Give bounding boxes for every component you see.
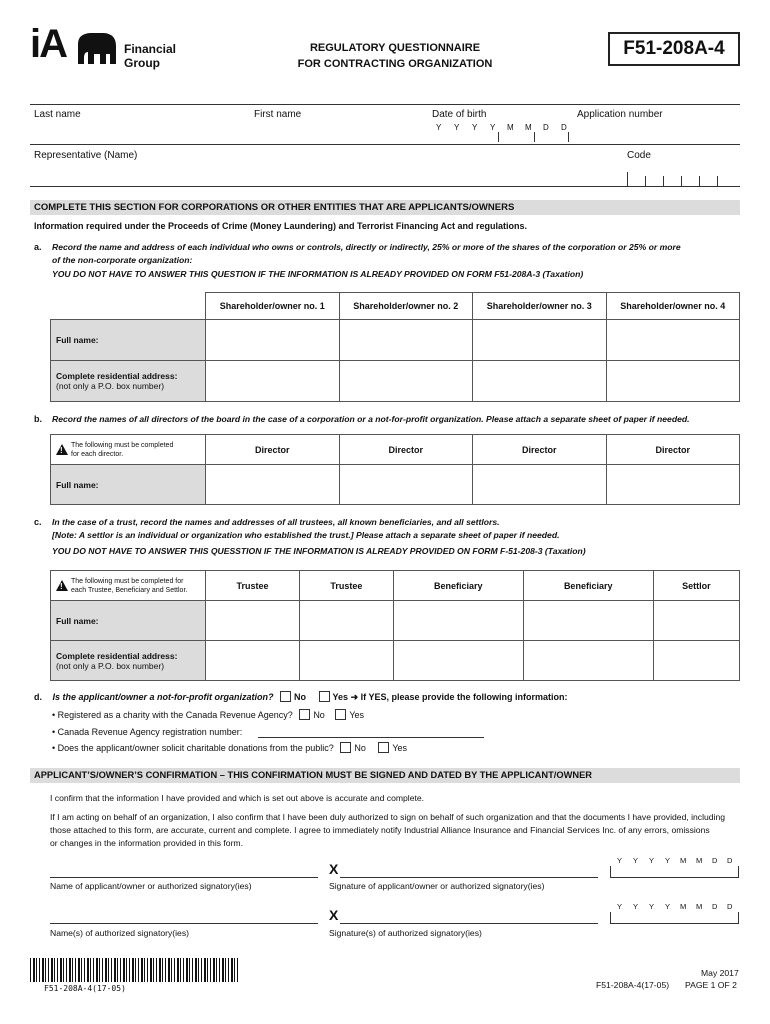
footer-page: PAGE 1 OF 2: [685, 980, 737, 990]
applicant-signature-input[interactable]: [340, 877, 598, 878]
question-a-line3: YOU DO NOT HAVE TO ANSWER THIS QUESTION IF THE INFORMATION IS ALREADY PROVIDED ON FORM F51-208A-3 (Taxation): [52, 269, 584, 279]
confirmation-heading: APPLICANT’S/OWNER’S CONFIRMATION – THIS CONFIRMATION MUST BE SIGNED AND DATED BY THE APPLICANT/OWNER: [34, 770, 592, 780]
warning-cell: ! The following must be completed for each Trustee, Beneficiary and Settlor.: [51, 571, 206, 601]
input-cell[interactable]: [653, 601, 739, 641]
input-cell[interactable]: [206, 465, 340, 505]
form-number-box: [608, 32, 740, 66]
input-cell[interactable]: [206, 361, 340, 402]
cra-number-input[interactable]: [258, 737, 484, 738]
question-c-line3: YOU DO NOT HAVE TO ANSWER THIS QUESSTION IF THE INFORMATION IS ALREADY PROVIDED ON FORM F-51-208-3 (Taxation): [52, 546, 586, 556]
column-header: Beneficiary: [393, 571, 523, 601]
logo-group: Group: [124, 56, 160, 70]
row-label-address: Complete residential address: (not only a P.O. box number): [51, 361, 206, 402]
elephant-icon: [74, 30, 118, 68]
column-header: Shareholder/owner no. 2: [339, 293, 473, 320]
footer-form-code: F51-208A-4(17-05): [596, 980, 670, 990]
x-mark: X: [329, 861, 339, 877]
last-name-label: Last name: [34, 109, 81, 120]
section-heading: COMPLETE THIS SECTION FOR CORPORATIONS OR OTHER ENTITIES THAT ARE APPLICANTS/OWNERS: [34, 202, 515, 213]
signature-date-2[interactable]: Y Y Y Y M M D D: [608, 902, 740, 924]
warning-cell: ! The following must be completed for each director.: [51, 435, 206, 465]
code-label: Code: [627, 150, 651, 161]
nfp-no-checkbox[interactable]: [280, 691, 291, 702]
input-cell[interactable]: [299, 641, 393, 681]
row-label-full-name: Full name:: [51, 320, 206, 361]
input-cell[interactable]: [339, 465, 473, 505]
input-cell[interactable]: [206, 601, 300, 641]
question-c-line2: [Note: A settlor is an individual or organization who established the trust.] Please attach a separate sheet of paper if needed.: [52, 530, 560, 540]
footer-date: May 2017: [701, 968, 739, 978]
input-cell[interactable]: [339, 320, 473, 361]
question-c-letter: c.: [34, 517, 42, 527]
question-a-letter: a.: [34, 242, 42, 252]
question-d-text: Is the applicant/owner a not-for-profit organization?: [52, 692, 274, 702]
company-logo: [30, 22, 190, 74]
donations-yes-checkbox[interactable]: [378, 742, 389, 753]
column-header: Shareholder/owner no. 4: [606, 293, 740, 320]
form-title: [265, 40, 525, 72]
signatories-name-input[interactable]: [50, 923, 318, 924]
column-header: Shareholder/owner no. 1: [206, 293, 340, 320]
row-label-full-name: Full name:: [51, 465, 206, 505]
shareholders-table: [50, 292, 740, 402]
warning-icon: [56, 580, 68, 591]
column-header: Director: [339, 435, 473, 465]
section-info: Information required under the Proceeds of Crime (Money Laundering) and Terrorist Financing Act and regulations.: [34, 221, 528, 231]
input-cell[interactable]: [206, 641, 300, 681]
dob-letter: D: [543, 123, 549, 132]
dob-letter: Y: [436, 123, 442, 132]
signature-date-1[interactable]: Y Y Y Y M M D D: [608, 856, 740, 878]
input-cell[interactable]: [339, 361, 473, 402]
column-header: Trustee: [299, 571, 393, 601]
dob-letter: Y: [472, 123, 478, 132]
form-title-line2: FOR CONTRACTING ORGANIZATION: [297, 58, 493, 70]
code-field[interactable]: [627, 172, 737, 186]
first-name-label: First name: [254, 109, 302, 120]
input-cell[interactable]: [606, 320, 740, 361]
column-header: Director: [206, 435, 340, 465]
donations-no-checkbox[interactable]: [340, 742, 351, 753]
logo-ia: iA: [30, 22, 66, 66]
input-cell[interactable]: [523, 601, 653, 641]
barcode-text: F51-208A-4(17-05): [44, 984, 126, 993]
application-number-label: Application number: [577, 109, 663, 120]
input-cell[interactable]: [206, 320, 340, 361]
question-d: d. Is the applicant/owner a not-for-profit organization? No Yes ➜ If YES, please provide the following information:: [34, 692, 568, 702]
applicant-name-input[interactable]: [50, 877, 318, 878]
charity-yes-checkbox[interactable]: [335, 709, 346, 720]
row-label-full-name: Full name:: [51, 601, 206, 641]
nfp-yes-checkbox[interactable]: [319, 691, 330, 702]
trust-table: [50, 570, 740, 681]
dob-letter: M: [525, 123, 532, 132]
barcode: [30, 958, 240, 982]
question-b-letter: b.: [34, 414, 42, 424]
input-cell[interactable]: [473, 320, 607, 361]
dob-letter: Y: [490, 123, 496, 132]
dob-letter: D: [561, 123, 567, 132]
question-a-line2: of the non-corporate organization:: [52, 255, 193, 265]
question-d-letter: d.: [34, 692, 42, 702]
dob-label: Date of birth: [432, 109, 487, 120]
input-cell[interactable]: [473, 465, 607, 505]
warning-icon: [56, 444, 68, 455]
question-b-line1: Record the names of all directors of the board in the case of a corporation or a not-for-profit organization. Please attach a separate sheet of paper if needed.: [52, 414, 690, 424]
column-header: Trustee: [206, 571, 300, 601]
input-cell[interactable]: [299, 601, 393, 641]
dob-letter: M: [507, 123, 514, 132]
question-a-line1: Record the name and address of each individual who owns or controls, directly or indirectly, 25% or more of the shares of the corporation or 25% or more: [52, 242, 681, 252]
donations-question: • Does the applicant/owner solicit charitable donations from the public? No Yes: [52, 743, 408, 753]
cra-registration: • Canada Revenue Agency registration number:: [52, 727, 243, 737]
column-header: Beneficiary: [523, 571, 653, 601]
column-header: Settlor: [653, 571, 739, 601]
column-header: Director: [473, 435, 607, 465]
logo-financial: Financial: [124, 42, 177, 56]
dob-field[interactable]: [430, 122, 570, 142]
signatories-signature-input[interactable]: [340, 923, 598, 924]
representative-label: Representative (Name): [34, 150, 138, 161]
input-cell[interactable]: [393, 601, 523, 641]
form-title-line1: REGULATORY QUESTIONNAIRE: [309, 42, 481, 54]
form-number: F51-208A-4: [623, 38, 725, 59]
input-cell[interactable]: [393, 641, 523, 681]
input-cell[interactable]: [606, 465, 740, 505]
column-header: Director: [606, 435, 740, 465]
row-label-address: Complete residential address: (not only a P.O. box number): [51, 641, 206, 681]
signatories-signature-label: Signature(s) of authorized signatory(ies): [329, 928, 482, 938]
x-mark: X: [329, 907, 339, 923]
input-cell[interactable]: [473, 361, 607, 402]
applicant-name-label: Name of applicant/owner or authorized signatory(ies): [50, 881, 252, 891]
confirmation-para1: I confirm that the information I have provided and which is set out above is accurate and complete.: [50, 793, 425, 803]
input-cell[interactable]: [653, 641, 739, 681]
dob-letter: Y: [454, 123, 460, 132]
charity-no-checkbox[interactable]: [299, 709, 310, 720]
input-cell[interactable]: [606, 361, 740, 402]
signatories-name-label: Name(s) of authorized signatory(ies): [50, 928, 189, 938]
column-header: Shareholder/owner no. 3: [473, 293, 607, 320]
question-c-line1: In the case of a trust, record the names and addresses of all trustees, all known beneficiaries, and all settlors.: [52, 517, 500, 527]
directors-table: [50, 434, 740, 505]
applicant-signature-label: Signature of applicant/owner or authorized signatory(ies): [329, 881, 545, 891]
input-cell[interactable]: [523, 641, 653, 681]
confirmation-para2: If I am acting on behalf of an organization, I also confirm that I have been duly authorized to sign on behalf of such organization and that the documents I have provided, including those attached to this form, are accurate, current and complete. I agree to immediately notify Industrial Alliance Insurance and Financial Services Inc. of any errors, omissions or changes in the information provided in this form.: [50, 812, 726, 848]
charity-question: • Registered as a charity with the Canada Revenue Agency? No Yes: [52, 710, 365, 720]
